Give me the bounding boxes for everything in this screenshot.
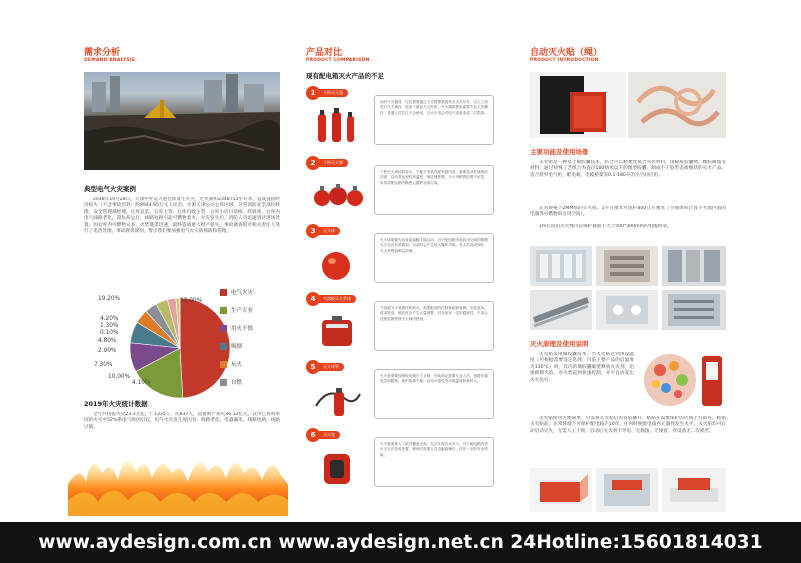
legend-item [220,358,280,370]
product-description: 灭火球需要火焰直接接触才能启动，对于配电箱内部封闭空间的阴燃火灾无法有效感知，启动时会产生较大爆炸声响，对人员造成惊吓，灭火剂残留难以清理。 [374,233,494,283]
legend-label: 用火不慎 [231,326,254,332]
product-row [306,156,502,218]
column-product-comparison [306,34,502,516]
product-row [306,292,502,354]
cable-tray-illustration [530,290,592,330]
pie-label: 1.30% [100,323,119,329]
fire-rope-illustration [628,72,726,138]
legend-item [220,340,280,352]
step-photo [596,468,658,512]
pie-label: 2.90% [98,348,117,354]
usage-photo [596,246,658,286]
pie-label: 10.00% [108,374,131,380]
fire-ball-suspended-icon [308,172,368,216]
legend-item [220,304,280,316]
fire-ruins-photo [84,72,280,170]
footer-contact-text: www.aydesign.com.cn www.aydesign.net.cn 24Hotline:15601814031 [38,532,763,553]
pie-label: 7.30% [94,362,113,368]
legend-label: 玩火 [231,362,243,368]
product-tag: 灭火球 [318,227,340,235]
peel-step-illustration [530,468,592,512]
stats-heading: 2019年火灾统计数据 [84,400,148,408]
apply-step-illustration [596,468,658,512]
fire-patch-illustration [530,72,626,138]
function-text: 正常规格下2MM厚的灭火贴，1平方厘米可保护800立方厘米（空间体积计算不考虑内置的电器等可燃物的占用空间）。 [530,206,726,218]
legend-swatch [220,343,227,350]
fire-blanket-icon [308,444,368,488]
section-title: 需求分析 [84,48,121,58]
stats-description: 全年共接报火灾23.3万起，亡1335人，伤837人，直接财产损失36.12亿元。其中已查明原因的火灾中52%系电气原因引起，电气火灾发生原因有：线路老化、电器漏电、线路短路，线路过载。 [84,412,280,430]
product-description: 灭火管需要按照配电箱尺寸定制，安装固定需要专业人员，管路布置受空间限制，维护检修不便，启动可靠性受环境温度影响较大。 [374,369,494,419]
legend-swatch [220,325,227,332]
product-number: 5 [306,360,320,374]
ruins-illustration [84,72,280,170]
product-tag: 干粉灭火器 [318,89,348,97]
legend-swatch [220,379,227,386]
product-description: 气溶胶灭火装置体积较大，需要配套的控制系统和管网，安装复杂，成本较高，喷放时会产生大量烟雾，对设备有一定的腐蚀性，不适合在配电箱等狭小空间内使用。 [374,301,494,351]
principle-text: 灭火贴使用方便简单，只需将灭火贴后的背胶撕开，粘贴在需要保护的区域上方即可。粘贴灭火贴前，正常环境下可保护配电箱7-10年。任何时候配电箱内元器件发生火灾，灭火贴均可自动启动灭火，无需人工干预，启动后灭火剂不导电、无腐蚀、无残留，对设备无二次损害。 [530,416,726,434]
usage-photo [530,290,592,330]
usage-photo [530,246,592,286]
function-text: 灭火贴是一种基于微胶囊技术，结合可自粘柔性复合灭火材料，由稳质胶囊物、橡胶树脂等材料，通过特殊工艺组合为直径100纳米以下的微型胶囊，制成不干胶形态或绳状的灭火产品。适合狭窄电气柜，配电箱，电缆桥架等0.1-180升的小空间应用。 [530,160,726,178]
legend-label: 自燃 [231,380,243,386]
case-heading: 典型电气火灾案例 [84,185,136,193]
legend-swatch [220,289,227,296]
footer-banner [0,522,801,563]
principle-heading: 灭火原理及使用说明 [530,340,589,348]
pie-label: 4.20% [100,316,119,322]
legend-swatch [220,307,227,314]
function-text: 1m长度的灭火绳可以保护截面不大于500*300mm的电缆桥架。 [539,224,672,229]
microcapsule-illustration [640,346,726,416]
usage-photo [662,290,726,330]
section-heading [84,48,135,64]
meter-box-illustration [596,290,658,330]
comparison-subtitle: 现有配电箱灭火产品的不足 [306,72,384,80]
principle-text: 灭火贴采用微胶囊技术，当灭火贴达到预设温度（可根据需要设定选择，目前主要产品的启温度为130°C）时，其内的微胶囊破壁释放灭火剂，迅速抑制火焰，对火势起到快速控制，并可自动发出灭火信号。 [530,352,634,383]
cabinet-illustration [596,246,658,286]
section-subtitle: PRODUCT INTRODUCTION [530,58,599,63]
case-description: 2018年10月28日，天津中外运大港仓库发生火灾，过火面积2348753平方米，造成直接经济损失（不含事故罚款）约9944.95万元人民币。火源天津公司仓库区域，分管消防安全部位经理，安全管理部经理，仓库总监、仓库主管、仓库行政主管，仓库小店目前统。经调查，仓库内电气线路老化，超负荷运行，线路短路引起可燃物着火，火灾发生后，消防人员迅速到达现场处置，因仓库内可燃物众多，火势蔓延迅速，最终造成重大财产损失，事故调查组对相关责任人进行了追责处理，事故教训深刻，警示我们要加强电气火灾的预防和管理。 [84,197,280,235]
step-photo [530,468,592,512]
section-heading [530,48,602,64]
install-step-illustration [662,468,726,512]
section-heading [306,48,369,64]
product-tag: 灭火球管 [318,363,344,371]
product-number: 4 [306,292,320,306]
product-number: 1 [306,86,320,100]
product-description: 干粉灭火弹体积较大，不便于安装在配电箱内部，需要挂设在墙壁或顶部，启动需达到较高温度，响应速度慢，灭火剂喷洒范围不可控，容易对配电箱内精密元器件造成污染。 [374,165,494,215]
section-subtitle: PRODUCT COMPARISON [306,58,370,63]
microcapsule-photo [640,346,726,416]
server-room-illustration [662,246,726,286]
product-row [306,360,502,422]
product-row [306,428,502,490]
product-tag: 灭火毯 [318,431,340,439]
legend-item [220,322,280,334]
section-title: 自动灭火贴（绳） [530,48,603,58]
fire-extinguisher-icon [308,102,368,146]
product-description: 现有灭火器材，往往需要通过火灾报警系统发出火灾信号，由人工再进行灭火操作，延误了最佳灭火时机。灭火器的使用需要专业人员操作，普通人员往往不会使用，且灭火剂会对电气设备造成二次损害。 [374,95,494,145]
switchboard-illustration [530,246,592,286]
flames-photo [68,444,288,516]
product-tag: 干粉灭火弹 [318,159,348,167]
product-description: 灭火毯需要人工展开覆盖火源，无法实现自动灭火，对于配电箱内部火灾无法及时处置，使用时需要人员近距离操作，存在一定的安全风险。 [374,437,494,487]
aerosol-system-icon [308,308,368,352]
fire-patch-photo [530,72,626,138]
flames-illustration [68,444,288,516]
product-number: 6 [306,428,320,442]
section-title: 产品对比 [306,48,343,58]
legend-swatch [220,361,227,368]
product-row [306,86,502,148]
usage-photo [662,246,726,286]
pie-label: 0.10% [100,330,119,336]
pie-label: 4.80% [98,338,117,344]
fire-tube-icon [308,376,368,420]
column-demand-analysis [84,34,280,516]
pie-label: 52.00% [180,298,203,304]
section-subtitle: DEMAND ANALYSIS [84,58,136,63]
fire-ball-icon [308,240,368,284]
legend-item [220,376,280,388]
brochure-page [68,34,732,516]
column-product-introduction [530,34,726,516]
pie-legend [220,286,280,388]
panel-interior-illustration [662,290,726,330]
product-number: 3 [306,224,320,238]
pie-label: 4.10% [132,380,151,386]
fire-rope-photo [628,72,726,138]
legend-label: 吸烟 [231,344,243,350]
step-photo [662,468,726,512]
legend-label: 生产专业 [231,308,254,314]
legend-item [220,286,280,298]
product-tag: 气溶胶灭火系统 [318,295,356,303]
legend-label: 电气火灾 [231,290,254,296]
usage-photo [596,290,658,330]
product-number: 2 [306,156,320,170]
product-row [306,224,502,286]
pie-label: 19.20% [98,296,121,302]
function-heading: 主要功能及使用场景 [530,148,589,156]
